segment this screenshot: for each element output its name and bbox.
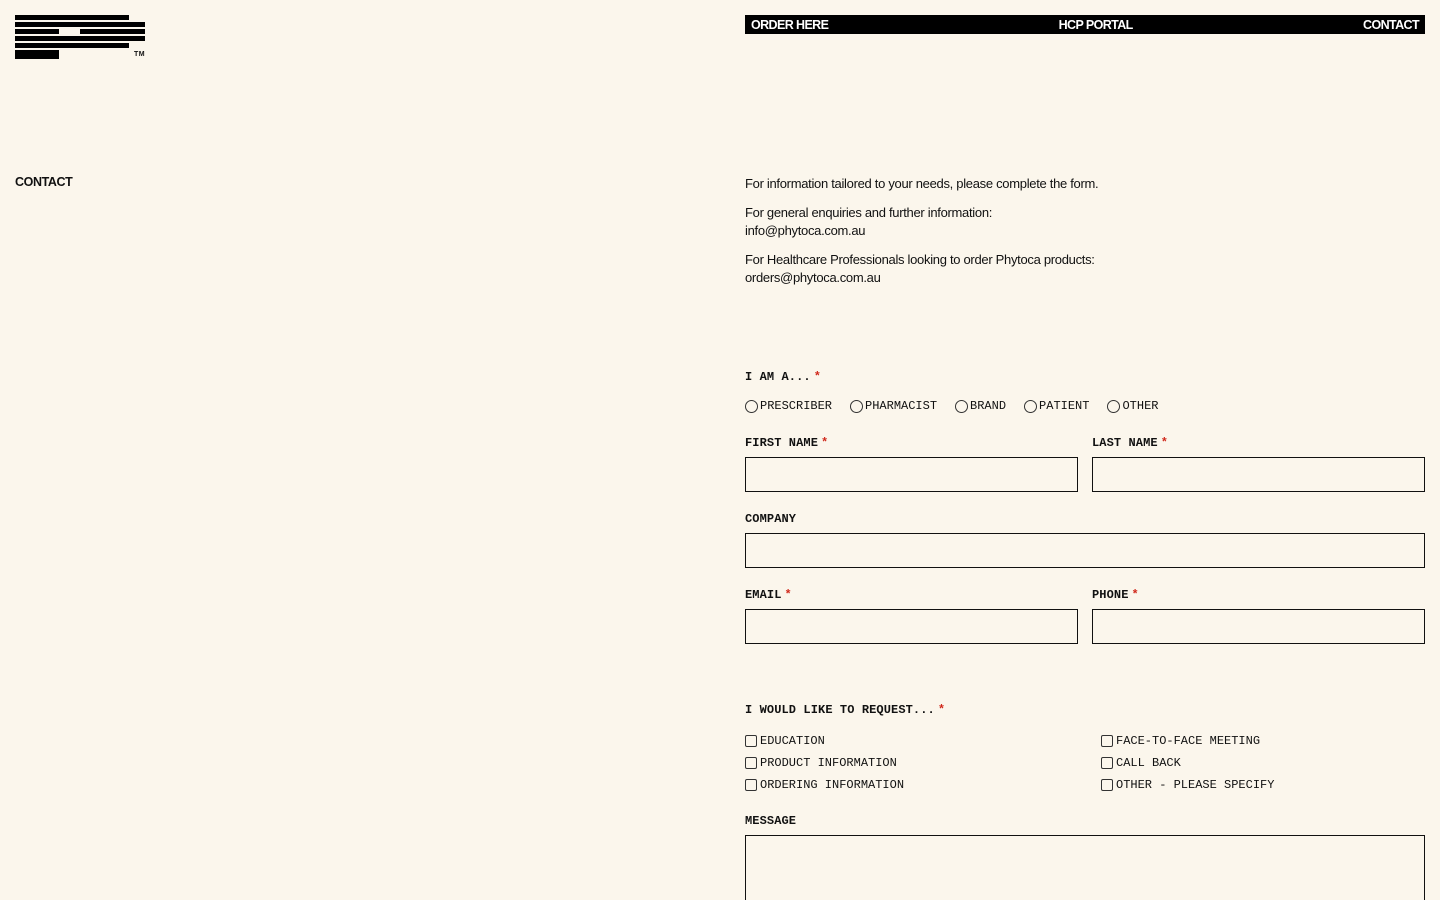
trademark-mark: TM [134,51,146,58]
first-name-field [745,436,1078,492]
company-field [745,512,1425,568]
request-option-label: EDUCATION [760,733,825,748]
required-marker: * [784,588,792,602]
checkbox[interactable] [1101,735,1113,747]
logo-bar [15,29,59,34]
hcp-enquiries [745,251,1425,287]
role-option-label: PHARMACIST [865,399,938,413]
checkbox[interactable] [745,735,757,747]
brand-logo[interactable] [15,15,147,61]
request-option-label: OTHER - PLEASE SPECIFY [1116,777,1275,792]
request-option-ordering-info[interactable] [745,777,1101,792]
required-marker: * [937,703,946,717]
logo-bar [15,54,59,59]
role-option-label: PRESCRIBER [760,399,833,413]
request-option-label: PRODUCT INFORMATION [760,755,897,770]
message-textarea[interactable] [745,835,1425,900]
hcp-enquiries-text: For Healthcare Professionals looking to order Phytoca products: [745,252,1095,267]
phone-input[interactable] [1092,609,1425,644]
message-field [745,814,1425,900]
first-name-input[interactable] [745,457,1078,492]
company-label-text: COMPANY [745,512,797,526]
nav-order-here[interactable]: ORDER HERE [751,17,829,32]
radio-button[interactable] [850,400,863,413]
role-option-prescriber[interactable] [745,399,832,413]
role-option-pharmacist[interactable] [850,399,937,413]
role-option-label: BRAND [970,399,1007,413]
request-option-call-back[interactable] [1101,755,1425,770]
logo-bar [15,43,129,48]
message-label [745,814,1425,828]
request-option-face-to-face[interactable] [1101,733,1425,748]
radio-button[interactable] [1024,400,1037,413]
role-option-label: PATIENT [1039,399,1090,413]
required-marker: * [821,436,829,450]
role-option-patient[interactable] [1024,399,1089,413]
logo-bar [15,36,145,41]
email-field [745,588,1078,644]
intro-text [745,175,1425,298]
request-option-label: FACE-TO-FACE MEETING [1116,733,1261,748]
first-name-label-text: FIRST NAME [745,436,819,450]
phone-field [1092,588,1425,644]
logo-bar [15,22,145,27]
last-name-field [1092,436,1425,492]
nav-hcp-portal[interactable]: HCP PORTAL [1058,17,1133,32]
radio-button[interactable] [955,400,968,413]
phone-label [1092,588,1425,602]
request-checkbox-group [745,733,1425,792]
role-option-brand[interactable] [955,399,1006,413]
general-email-link[interactable]: info@phytoca.com.au [745,223,866,238]
email-input[interactable] [745,609,1078,644]
top-navigation [745,15,1425,34]
message-label-text: MESSAGE [745,814,797,828]
general-enquiries [745,204,1425,240]
general-enquiries-text: For general enquiries and further information: [745,205,993,220]
required-marker: * [1160,436,1169,450]
name-row [745,436,1425,492]
email-label-text: EMAIL [745,588,782,602]
email-label [745,588,1078,602]
required-marker: * [1131,588,1139,602]
request-option-product-info[interactable] [745,755,1101,770]
contact-form [745,370,1425,900]
request-option-label: CALL BACK [1116,755,1181,770]
contact-row [745,588,1425,644]
checkbox[interactable] [745,757,757,769]
request-label [745,703,1425,717]
role-label-text: I AM A... [745,370,811,384]
page-title: CONTACT [15,175,73,189]
request-option-education[interactable] [745,733,1101,748]
role-option-label: OTHER [1122,399,1159,413]
checkbox[interactable] [745,779,757,791]
nav-contact[interactable]: CONTACT [1363,17,1419,32]
orders-email-link[interactable]: orders@phytoca.com.au [745,270,881,285]
logo-bar [80,29,145,34]
request-option-label: ORDERING INFORMATION [760,777,905,792]
company-label [745,512,1425,526]
company-input[interactable] [745,533,1425,568]
request-label-text: I WOULD LIKE TO REQUEST... [745,703,935,717]
first-name-label [745,436,1078,450]
last-name-input[interactable] [1092,457,1425,492]
role-label [745,370,1425,384]
last-name-label [1092,436,1425,450]
checkbox[interactable] [1101,757,1113,769]
checkbox[interactable] [1101,779,1113,791]
required-marker: * [813,370,822,384]
logo-bar [15,15,129,20]
radio-button[interactable] [1107,400,1120,413]
radio-button[interactable] [745,400,758,413]
intro-line: For information tailored to your needs, please complete the form. [745,176,1099,191]
last-name-label-text: LAST NAME [1092,436,1158,450]
role-option-other[interactable] [1107,399,1158,413]
phone-label-text: PHONE [1092,588,1129,602]
role-radio-group [745,398,1425,414]
request-option-other[interactable] [1101,777,1425,792]
